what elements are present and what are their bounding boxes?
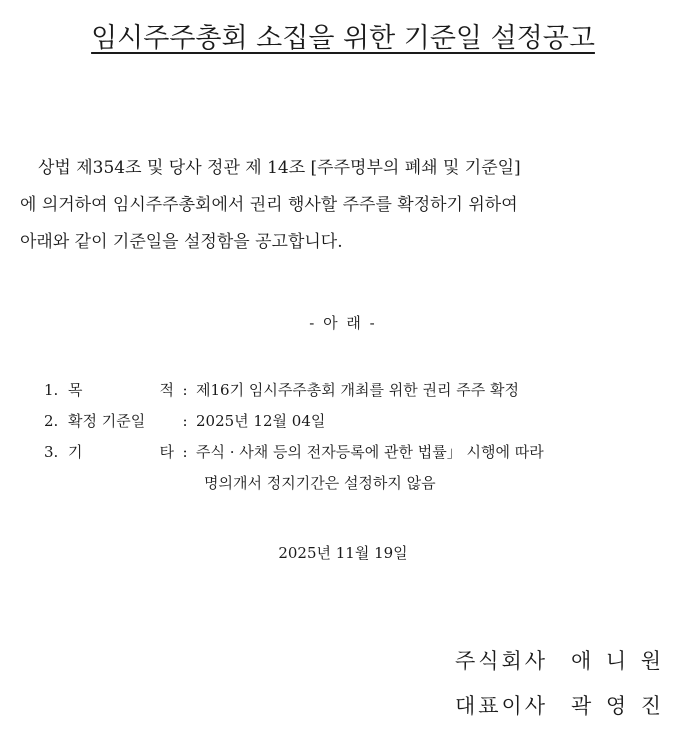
representative-name xyxy=(571,690,661,720)
company-role-char: 주 xyxy=(455,649,476,673)
company-name xyxy=(571,645,661,675)
item-separator: : xyxy=(182,411,188,430)
representative-role-char: 이 xyxy=(501,694,522,718)
representative-role xyxy=(455,690,545,720)
company-role xyxy=(455,645,545,675)
notice-title-text: 임시주주총회 소집을 위한 기준일 설정공고 xyxy=(91,23,595,54)
company-name-char: 애 xyxy=(571,649,592,673)
item-label-char: 목 xyxy=(68,381,83,399)
company-signature xyxy=(455,645,661,675)
item-number: 1. xyxy=(44,380,59,399)
item-label xyxy=(68,410,174,431)
representative-role-char: 사 xyxy=(524,694,545,718)
representative-name-char: 진 xyxy=(640,694,661,718)
item-value: 주식 · 사채 등의 전자등록에 관한 법률」 시행에 따라 xyxy=(196,443,544,461)
section-heading: - 아 래 - xyxy=(309,314,377,332)
item-list xyxy=(44,374,664,498)
company-name-char: 원 xyxy=(640,649,661,673)
company-name-char: 니 xyxy=(605,649,627,673)
representative-signature xyxy=(455,690,661,720)
body-line-1: 상법 제354조 및 당사 정관 제 14조 [주주명부의 폐쇄 및 기준일] xyxy=(38,158,521,178)
representative-name-char: 곽 xyxy=(571,694,592,718)
item-label-char: 타 xyxy=(159,443,174,461)
company-role-char: 사 xyxy=(524,649,545,673)
list-item-purpose xyxy=(44,374,664,405)
item-value-continuation: 명의개서 정지기간은 설정하지 않음 xyxy=(204,474,436,492)
notice-title xyxy=(0,16,686,55)
item-value: 2025년 12월 04일 xyxy=(196,412,326,430)
item-value: 제16기 임시주주총회 개최를 위한 권리 주주 확정 xyxy=(196,381,520,399)
item-separator: : xyxy=(182,380,188,399)
item-number: 3. xyxy=(44,442,59,461)
body-line-2: 에 의거하여 임시주주총회에서 권리 행사할 주주를 확정하기 위하여 xyxy=(20,195,518,215)
item-label-char: 적 xyxy=(159,381,174,399)
representative-role-char: 표 xyxy=(478,694,499,718)
list-item-record-date xyxy=(44,405,664,436)
item-number: 2. xyxy=(44,411,59,430)
item-label xyxy=(68,441,174,462)
item-label xyxy=(68,379,174,400)
representative-role-char: 대 xyxy=(455,694,476,718)
company-role-char: 식 xyxy=(478,649,499,673)
list-item-other xyxy=(44,436,664,467)
item-separator: : xyxy=(182,442,188,461)
company-role-char: 회 xyxy=(501,649,522,673)
notice-body xyxy=(20,150,668,261)
representative-name-char: 영 xyxy=(605,694,627,718)
item-label-char: 확정 기준일 xyxy=(68,412,146,430)
list-item-other-continuation xyxy=(44,467,664,498)
body-line-3: 아래와 같이 기준일을 설정함을 공고합니다. xyxy=(20,232,343,252)
notice-date: 2025년 11월 19일 xyxy=(278,544,408,562)
item-label-char: 기 xyxy=(68,443,83,461)
